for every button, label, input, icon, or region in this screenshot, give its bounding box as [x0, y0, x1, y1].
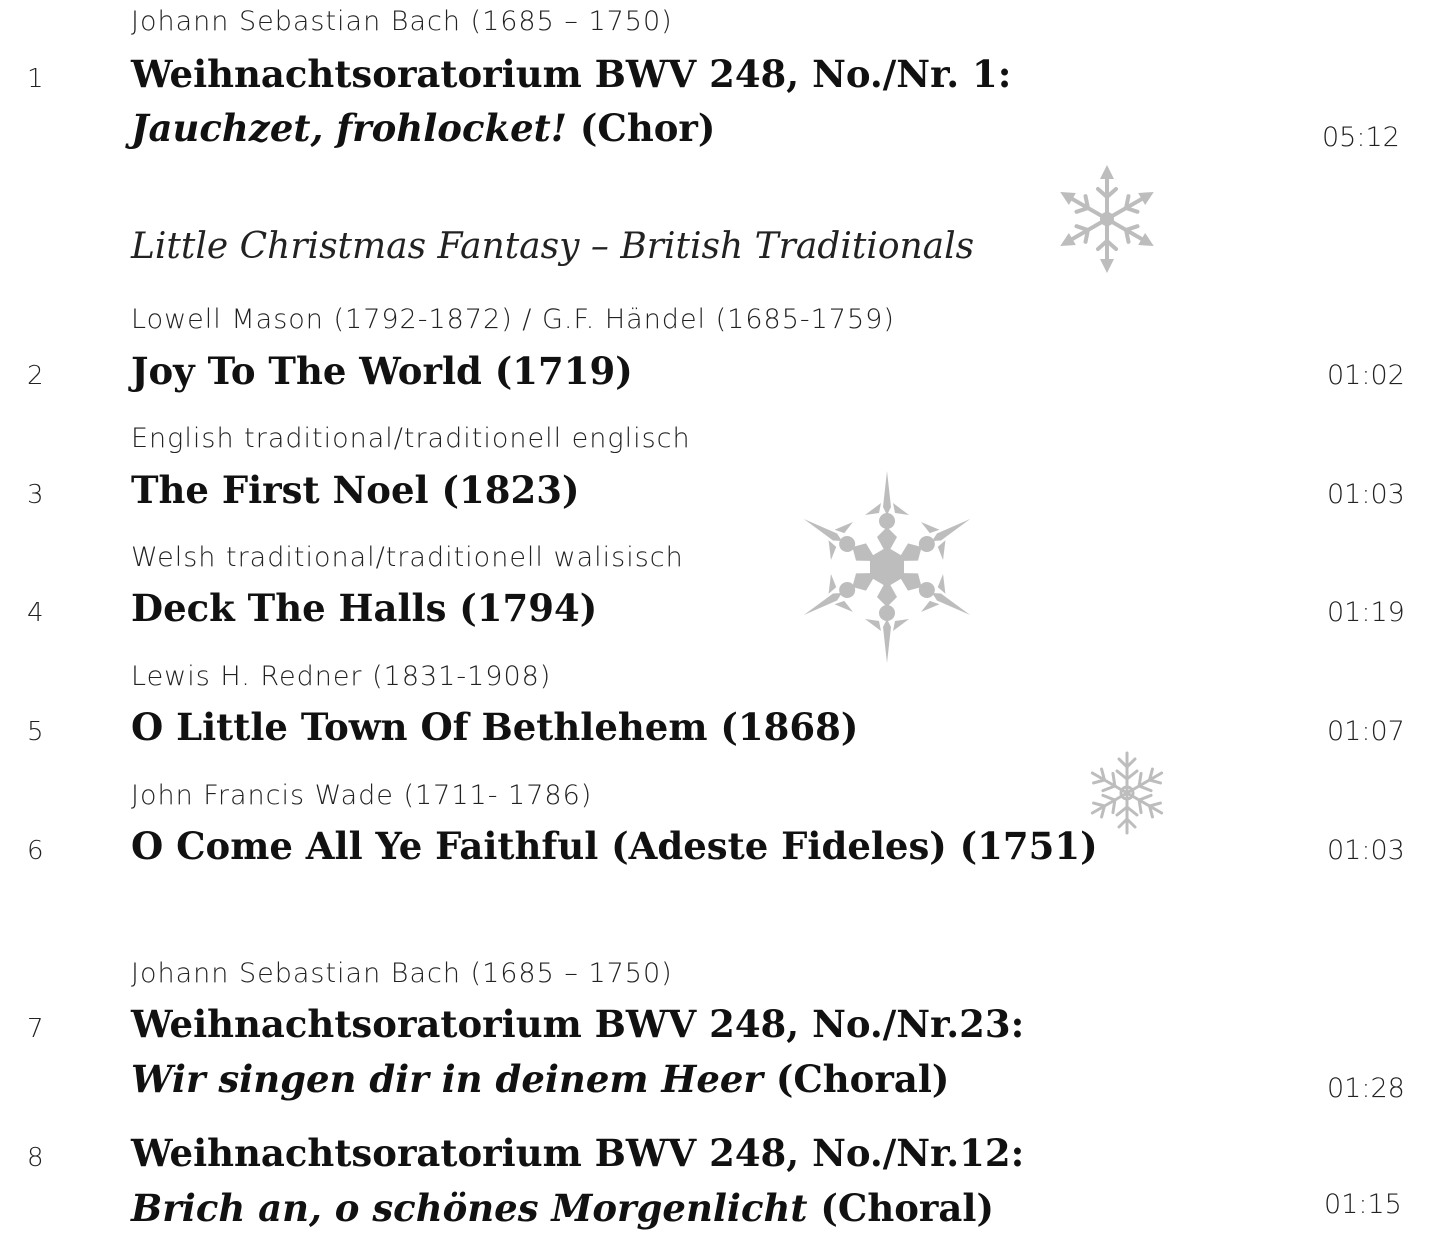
track-5-duration: 01:07	[1327, 716, 1405, 747]
track-1-number: 1	[27, 64, 44, 94]
snowflake-ornate-icon	[802, 470, 972, 664]
track-6-composer: John Francis Wade (1711- 1786)	[131, 780, 593, 811]
track-6-title: O Come All Ye Faithful (Adeste Fideles) (1751)	[131, 824, 1098, 868]
track-7-title-rest: (Choral)	[762, 1057, 950, 1101]
track-1-composer: Johann Sebastian Bach (1685 – 1750)	[131, 6, 673, 37]
track-8-duration: 01:15	[1324, 1189, 1402, 1220]
track-3-number: 3	[27, 480, 44, 510]
track-8-title-rest: (Choral)	[807, 1186, 994, 1230]
track-2-duration: 01:02	[1327, 360, 1405, 391]
track-8-title-line2	[131, 1186, 994, 1230]
track-3-title: The First Noel (1823)	[131, 468, 580, 512]
track-4-title: Deck The Halls (1794)	[131, 586, 598, 630]
track-6-number: 6	[27, 836, 44, 866]
track-2-number: 2	[27, 361, 44, 391]
track-8-number: 8	[27, 1143, 44, 1173]
track-1-title-italic: Jauchzet, frohlocket!	[131, 106, 567, 150]
track-7-duration: 01:28	[1327, 1073, 1405, 1104]
track-8-title-italic: Brich an, o schönes Morgenlicht	[131, 1186, 808, 1230]
track-7-composer: Johann Sebastian Bach (1685 – 1750)	[131, 958, 673, 989]
track-7-number: 7	[27, 1014, 44, 1044]
track-5-title: O Little Town Of Bethlehem (1868)	[131, 705, 859, 749]
track-6-duration: 01:03	[1327, 835, 1405, 866]
track-3-duration: 01:03	[1327, 479, 1405, 510]
track-1-title-line2	[131, 106, 715, 150]
snowflake-small-icon	[1086, 748, 1168, 838]
track-4-number: 4	[27, 598, 44, 628]
track-2-composer: Lowell Mason (1792-1872) / G.F. Händel (1685-1759)	[131, 304, 895, 335]
track-1-title-line1: Weihnachtsoratorium BWV 248, No./Nr. 1:	[131, 52, 1012, 96]
track-7-title-italic: Wir singen dir in deinem Heer	[131, 1057, 763, 1101]
track-3-composer: English traditional/traditionell englisch	[131, 423, 691, 454]
track-1-duration: 05:12	[1322, 122, 1400, 153]
track-7-title-line2	[131, 1057, 949, 1101]
section-heading: Little Christmas Fantasy – British Traditionals	[131, 226, 975, 267]
track-5-number: 5	[27, 717, 44, 747]
track-2-title: Joy To The World (1719)	[131, 349, 633, 393]
track-8-title-line1: Weihnachtsoratorium BWV 248, No./Nr.12:	[131, 1131, 1025, 1175]
track-4-composer: Welsh traditional/traditionell walisisch	[131, 542, 684, 573]
track-1-title-rest: (Chor)	[566, 106, 716, 150]
track-7-title-line1: Weihnachtsoratorium BWV 248, No./Nr.23:	[131, 1002, 1025, 1046]
snowflake-arrows-icon	[1056, 164, 1158, 274]
track-4-duration: 01:19	[1327, 597, 1405, 628]
track-5-composer: Lewis H. Redner (1831-1908)	[131, 661, 552, 692]
